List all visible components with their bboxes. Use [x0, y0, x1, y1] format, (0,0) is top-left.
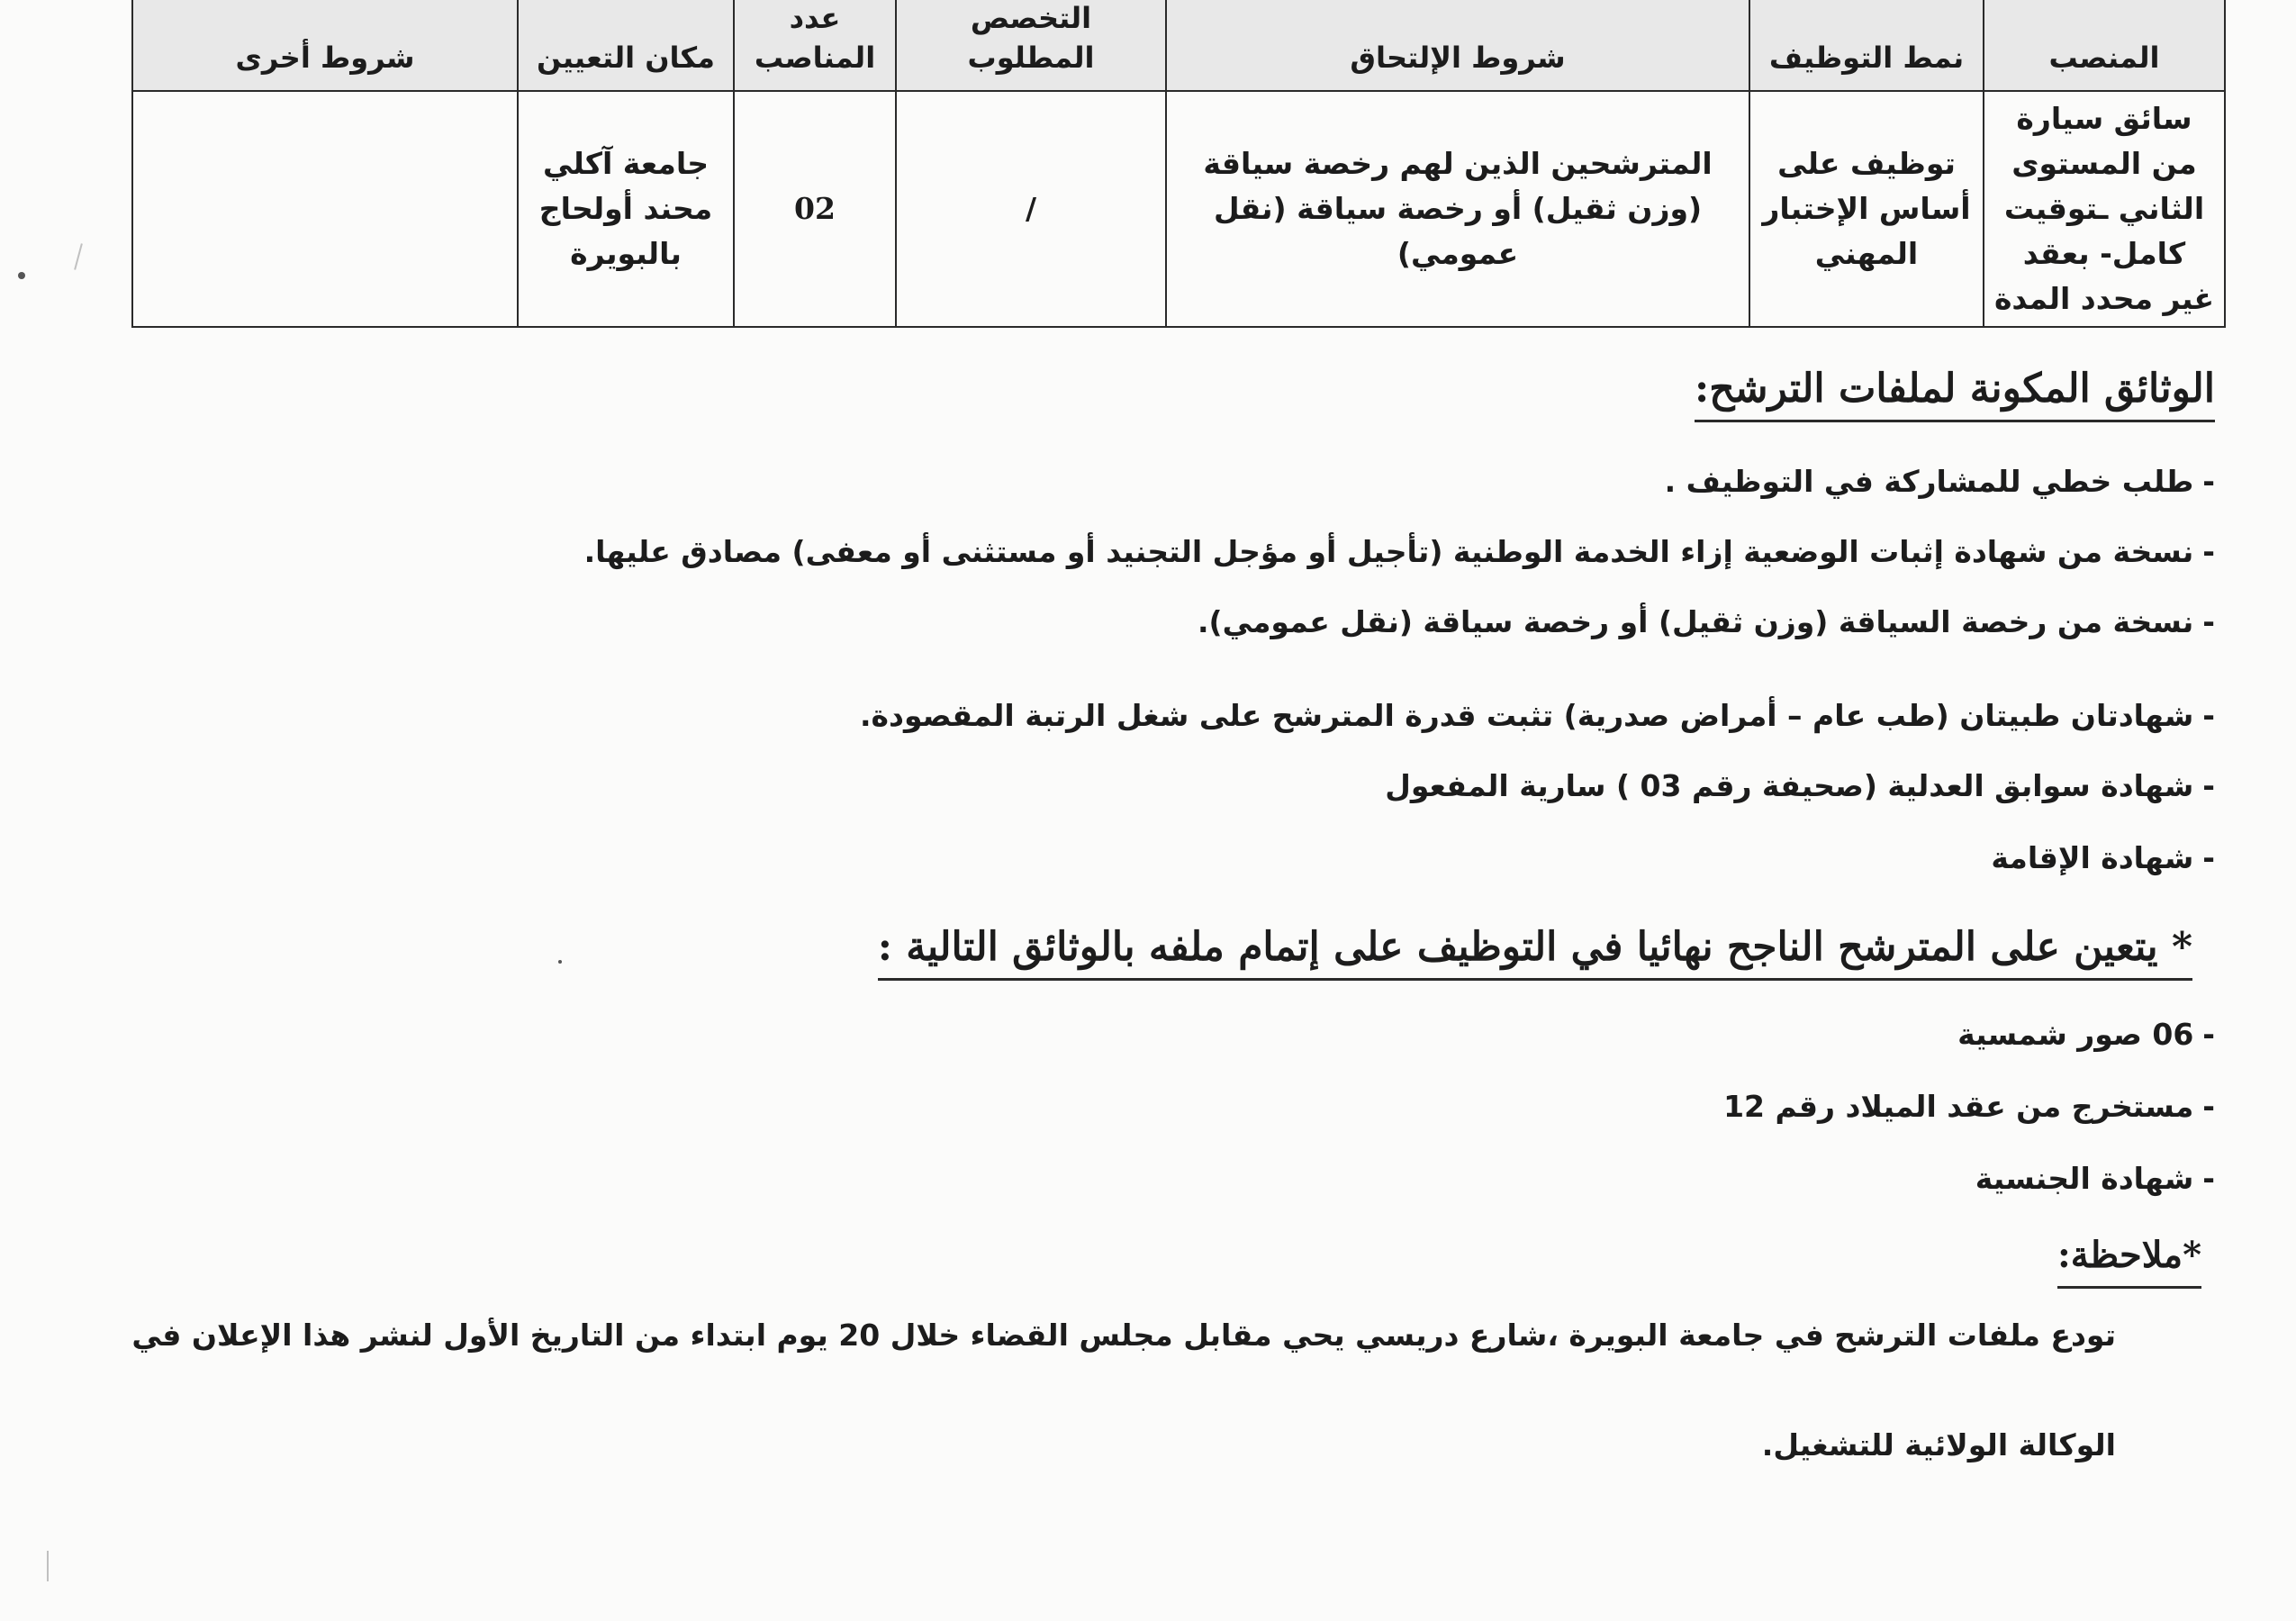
list-item: -06 صور شمسية — [1957, 1017, 2215, 1052]
list-item: -شهادة الجنسية — [1975, 1161, 2215, 1196]
list-item: -نسخة من شهادة إثبات الوضعية إزاء الخدمة الوطنية (تأجيل أو مؤجل التجنيد أو مستثنى أو معفى) مصادق عليها. — [583, 534, 2215, 569]
scan-mark — [47, 1551, 49, 1581]
header-recruitment-mode: نمط التوظيف — [1749, 0, 1984, 91]
cell-count: 02 — [734, 91, 896, 327]
cell-location: جامعة آكلي محند أولحاج بالبويرة — [518, 91, 734, 327]
note-title: *ملاحظة: — [2057, 1228, 2201, 1289]
header-other: شروط أخرى — [132, 0, 518, 91]
cell-specialty: / — [896, 91, 1166, 327]
list-item: -شهادة الإقامة — [1991, 840, 2215, 875]
header-count: عدد المناصب — [734, 0, 896, 91]
header-specialty: التخصص المطلوب — [896, 0, 1166, 91]
header-position: المنصب — [1984, 0, 2225, 91]
list-item: -شهادة سوابق العدلية (صحيفة رقم 03 ) سارية المفعول — [1385, 768, 2215, 803]
table-header-row — [132, 0, 2225, 91]
cell-conditions: المترشحين الذين لهم رخصة سياقة (وزن ثقيل) أو رخصة سياقة (نقل عمومي) — [1166, 91, 1749, 327]
header-location: مكان التعيين — [518, 0, 734, 91]
list-item: -نسخة من رخصة السياقة (وزن ثقيل) أو رخصة سياقة (نقل عمومي). — [1197, 604, 2215, 639]
scan-speck — [18, 272, 25, 279]
note-text-line-2: الوكالة الولائية للتشغيل. — [1761, 1427, 2116, 1463]
cell-position: سائق سيارة من المستوى الثاني ـتوقيت كامل- بعقد غير محدد المدة — [1984, 91, 2225, 327]
list-item: -شهادتان طبيتان (طب عام – أمراض صدرية) تثبت قدرة المترشح على شغل الرتبة المقصودة. — [860, 698, 2215, 733]
cell-other — [132, 91, 518, 327]
cell-recruitment-mode: توظيف على أساس الإختبار المهني — [1749, 91, 1984, 327]
table-row — [132, 91, 2225, 327]
documents-title: الوثائق المكونة لملفات الترشح: — [1695, 362, 2215, 422]
final-documents-title: * يتعين على المترشح الناجح نهائيا في التوظيف على إتمام ملفه بالوثائق التالية : — [878, 920, 2192, 981]
job-table — [131, 0, 2226, 328]
note-text-line-1: تودع ملفات الترشح في جامعة البويرة ،شارع دريسي يحي مقابل مجلس القضاء خلال 20 يوم ابتداء من التاريخ الأول لنشر هذا الإعلان في — [131, 1318, 2116, 1353]
header-conditions: شروط الإلتحاق — [1166, 0, 1749, 91]
scan-speck — [558, 960, 562, 964]
list-item: -مستخرج من عقد الميلاد رقم 12 — [1723, 1089, 2215, 1124]
list-item: -طلب خطي للمشاركة في التوظيف . — [1664, 464, 2215, 499]
scan-mark — [74, 243, 83, 269]
